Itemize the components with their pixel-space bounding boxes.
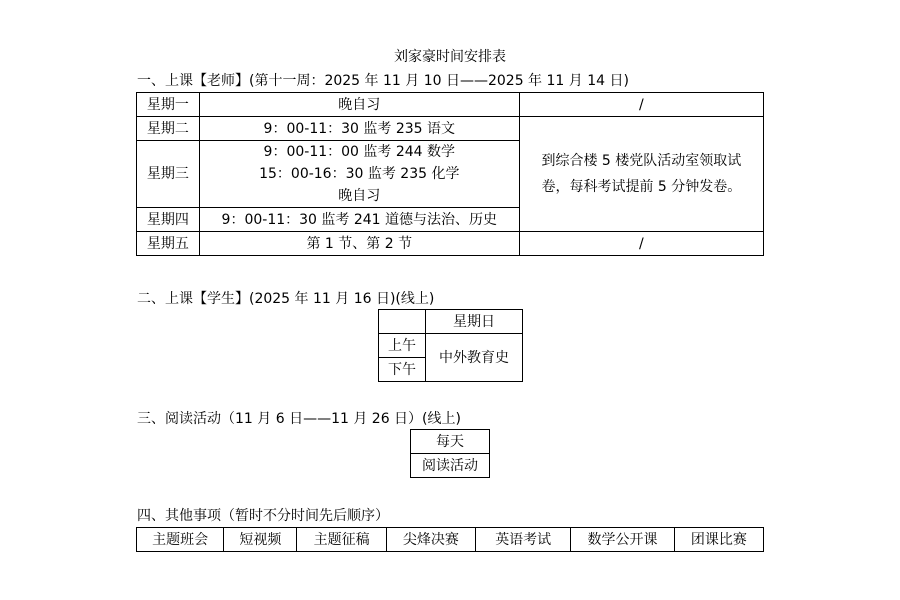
exam-note-line: 卷，每科考试提前 5 分钟发卷。	[541, 179, 742, 195]
day-cell: 星期五	[137, 232, 200, 256]
schedule-line: 9：00-11：00 监考 244 数学	[263, 144, 456, 160]
item-cell: 尖烽决赛	[386, 528, 475, 552]
table-row	[137, 528, 764, 552]
table-row	[137, 93, 764, 117]
exam-note-cell	[519, 117, 763, 232]
column-header: 星期日	[426, 310, 523, 334]
period-cell: 上午	[379, 334, 426, 358]
activity-cell: 阅读活动	[411, 454, 490, 478]
reading-activity-table	[410, 429, 490, 478]
item-cell: 团课比赛	[674, 528, 763, 552]
right-cell: /	[519, 232, 763, 256]
table-row	[411, 430, 490, 454]
column-header: 每天	[411, 430, 490, 454]
day-cell: 星期四	[137, 208, 200, 232]
table-row	[137, 232, 764, 256]
section-1-heading: 一、上课【老师】(第十一周：2025 年 11 月 10 日——2025 年 11 月 14 日)	[137, 73, 629, 89]
item-cell: 主题班会	[137, 528, 224, 552]
section-4-heading: 四、其他事项（暂时不分时间先后顺序）	[137, 508, 389, 524]
section-3-heading: 三、阅读活动（11 月 6 日——11 月 26 日）(线上)	[137, 411, 461, 427]
table-row	[379, 334, 523, 358]
course-cell: 中外教育史	[426, 334, 523, 382]
day-cell: 星期二	[137, 117, 200, 141]
schedule-cell: 晚自习	[199, 93, 519, 117]
table-row	[137, 117, 764, 141]
teacher-schedule-table	[136, 92, 764, 256]
right-cell: /	[519, 93, 763, 117]
schedule-line: 晚自习	[338, 188, 381, 204]
period-cell: 下午	[379, 358, 426, 382]
item-cell: 短视频	[224, 528, 297, 552]
schedule-cell	[199, 141, 519, 208]
schedule-cell: 第 1 节、第 2 节	[199, 232, 519, 256]
schedule-cell: 9：00-11：30 监考 235 语文	[199, 117, 519, 141]
section-2-heading: 二、上课【学生】(2025 年 11 月 16 日)(线上)	[137, 291, 435, 307]
item-cell: 英语考试	[476, 528, 571, 552]
schedule-line: 15：00-16：30 监考 235 化学	[259, 166, 460, 182]
item-cell: 数学公开课	[571, 528, 674, 552]
day-cell: 星期三	[137, 141, 200, 208]
table-row	[379, 310, 523, 334]
exam-note-line: 到综合楼 5 楼党队活动室领取试	[541, 153, 742, 169]
page-title: 刘家豪时间安排表	[394, 49, 506, 65]
table-row	[411, 454, 490, 478]
student-schedule-table	[378, 309, 523, 382]
other-items-table	[136, 527, 764, 552]
corner-cell	[379, 310, 426, 334]
item-cell: 主题征稿	[297, 528, 386, 552]
schedule-cell: 9：00-11：30 监考 241 道德与法治、历史	[199, 208, 519, 232]
day-cell: 星期一	[137, 93, 200, 117]
